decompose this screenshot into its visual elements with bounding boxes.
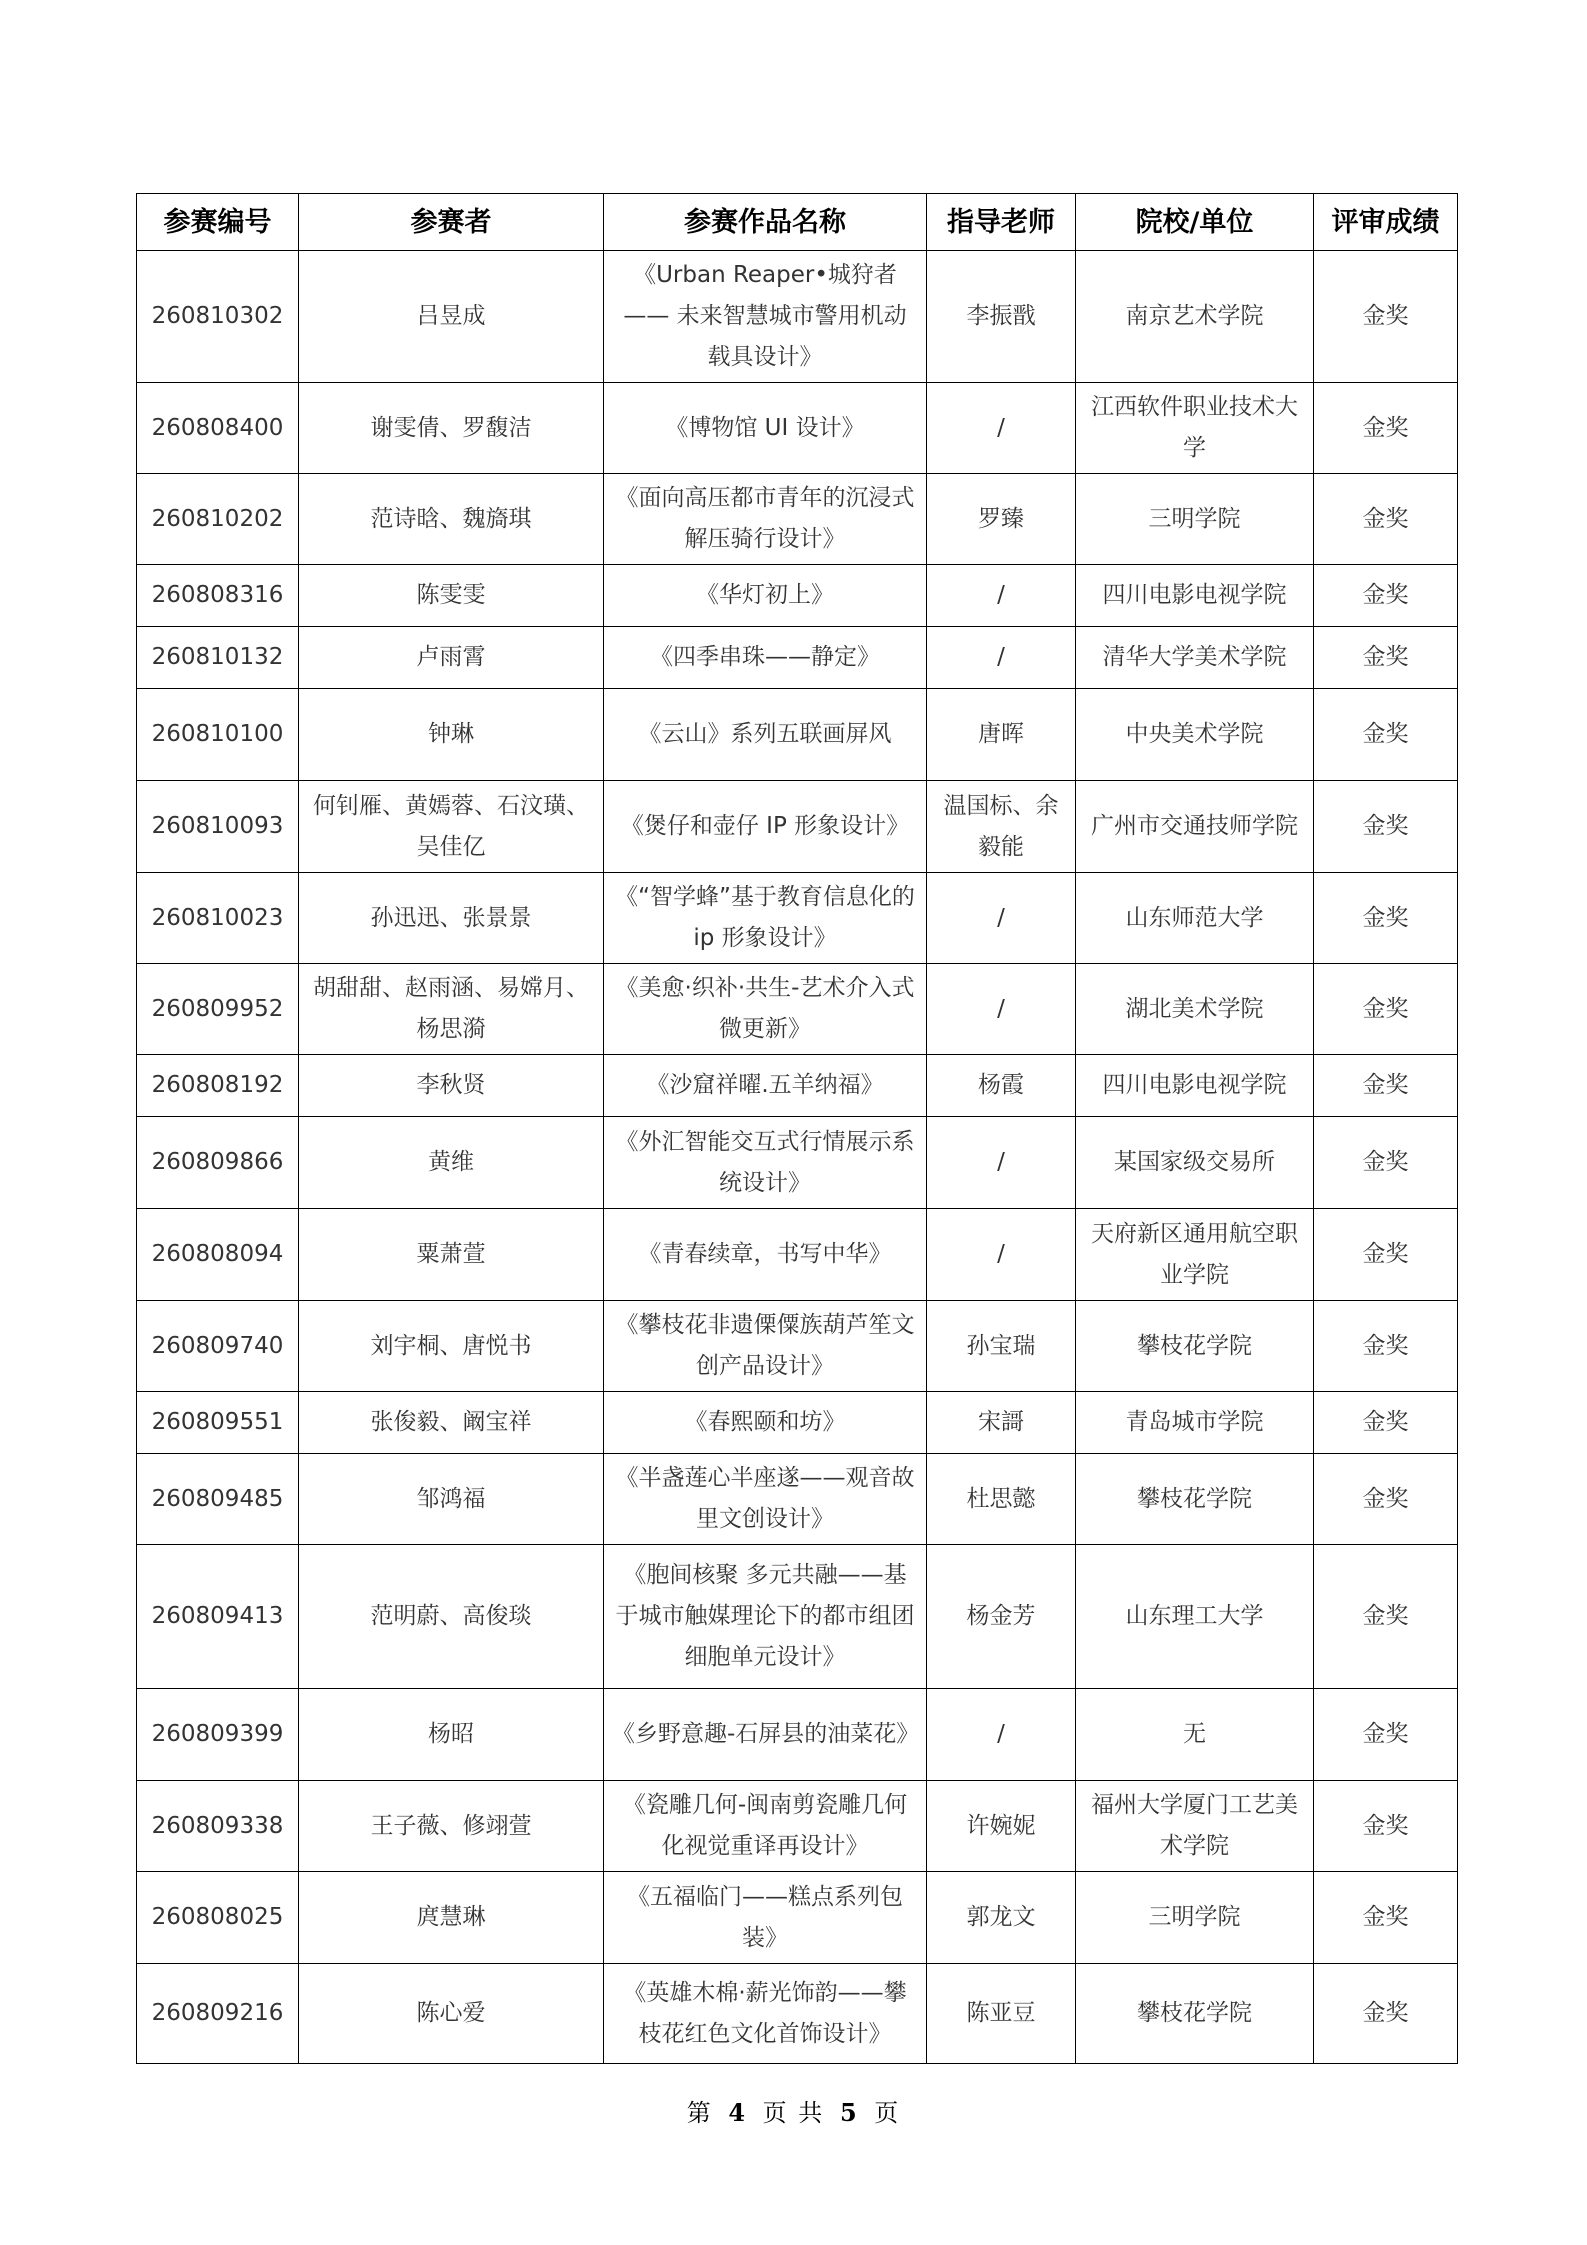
participants-cell: 谢雯倩、罗馥洁	[299, 383, 604, 474]
institution-cell: 天府新区通用航空职业学院	[1076, 1209, 1314, 1301]
entry-id-cell: 260808192	[137, 1055, 299, 1117]
table-row	[137, 1964, 1458, 2064]
advisor-cell: /	[927, 964, 1076, 1055]
work-title-cell: 《胞间核聚 多元共融——基于城市触媒理论下的都市组团细胞单元设计》	[604, 1545, 927, 1689]
advisor-cell: 杨霞	[927, 1055, 1076, 1117]
entry-id-cell: 260809740	[137, 1301, 299, 1392]
table-row	[137, 474, 1458, 565]
institution-cell: 清华大学美术学院	[1076, 627, 1314, 689]
table-row	[137, 1689, 1458, 1781]
entry-id-cell: 260810202	[137, 474, 299, 565]
total-pages-number: 5	[839, 2098, 859, 2127]
award-cell: 金奖	[1314, 1055, 1458, 1117]
institution-cell: 攀枝花学院	[1076, 1301, 1314, 1392]
award-cell: 金奖	[1314, 964, 1458, 1055]
award-cell: 金奖	[1314, 1117, 1458, 1209]
award-cell: 金奖	[1314, 689, 1458, 781]
page-footer	[0, 2093, 1587, 2128]
institution-cell: 四川电影电视学院	[1076, 1055, 1314, 1117]
work-title-cell: 《面向高压都市青年的沉浸式解压骑行设计》	[604, 474, 927, 565]
advisor-cell: /	[927, 565, 1076, 627]
table-row	[137, 689, 1458, 781]
advisor-cell: 杨金芳	[927, 1545, 1076, 1689]
award-cell: 金奖	[1314, 1689, 1458, 1781]
award-cell: 金奖	[1314, 1781, 1458, 1872]
institution-cell: 广州市交通技师学院	[1076, 781, 1314, 873]
table-row	[137, 1301, 1458, 1392]
participants-cell: 孙迅迅、张景景	[299, 873, 604, 964]
work-title-cell: 《四季串珠——静定》	[604, 627, 927, 689]
participants-cell: 吕昱成	[299, 251, 604, 383]
institution-cell: 青岛城市学院	[1076, 1392, 1314, 1454]
work-title-cell: 《沙窟祥曜.五羊纳福》	[604, 1055, 927, 1117]
footer-prefix: 第	[686, 2099, 713, 2127]
header-work-title: 参赛作品名称	[604, 194, 927, 251]
institution-cell: 三明学院	[1076, 1872, 1314, 1964]
institution-cell: 湖北美术学院	[1076, 964, 1314, 1055]
institution-cell: 攀枝花学院	[1076, 1964, 1314, 2064]
advisor-cell: /	[927, 873, 1076, 964]
advisor-cell: 唐晖	[927, 689, 1076, 781]
participants-cell: 黄维	[299, 1117, 604, 1209]
entry-id-cell: 260810302	[137, 251, 299, 383]
table-row	[137, 1781, 1458, 1872]
award-cell: 金奖	[1314, 1301, 1458, 1392]
entry-id-cell: 260808025	[137, 1872, 299, 1964]
participants-cell: 杨昭	[299, 1689, 604, 1781]
advisor-cell: 许婉妮	[927, 1781, 1076, 1872]
institution-cell: 福州大学厦门工艺美术学院	[1076, 1781, 1314, 1872]
institution-cell: 四川电影电视学院	[1076, 565, 1314, 627]
award-results-table	[136, 193, 1458, 2064]
table-row	[137, 1117, 1458, 1209]
entry-id-cell: 260810023	[137, 873, 299, 964]
entry-id-cell: 260809413	[137, 1545, 299, 1689]
award-cell: 金奖	[1314, 565, 1458, 627]
award-cell: 金奖	[1314, 1964, 1458, 2064]
advisor-cell: 宋謌	[927, 1392, 1076, 1454]
table-row	[137, 1209, 1458, 1301]
advisor-cell: 李振戬	[927, 251, 1076, 383]
work-title-cell: 《云山》系列五联画屏风	[604, 689, 927, 781]
institution-cell: 山东理工大学	[1076, 1545, 1314, 1689]
work-title-cell: 《博物馆 UI 设计》	[604, 383, 927, 474]
institution-cell: 攀枝花学院	[1076, 1454, 1314, 1545]
table-row	[137, 565, 1458, 627]
table-row	[137, 1545, 1458, 1689]
advisor-cell: /	[927, 383, 1076, 474]
entry-id-cell: 260808316	[137, 565, 299, 627]
work-title-cell: 《春熙颐和坊》	[604, 1392, 927, 1454]
award-cell: 金奖	[1314, 781, 1458, 873]
award-cell: 金奖	[1314, 1392, 1458, 1454]
entry-id-cell: 260810100	[137, 689, 299, 781]
institution-cell: 某国家级交易所	[1076, 1117, 1314, 1209]
participants-cell: 范明蔚、高俊琰	[299, 1545, 604, 1689]
participants-cell: 陈心爱	[299, 1964, 604, 2064]
table-row	[137, 1392, 1458, 1454]
entry-id-cell: 260810132	[137, 627, 299, 689]
advisor-cell: /	[927, 627, 1076, 689]
participants-cell: 卢雨霄	[299, 627, 604, 689]
work-title-cell: 《煲仔和壶仔 IP 形象设计》	[604, 781, 927, 873]
award-cell: 金奖	[1314, 1209, 1458, 1301]
table-row	[137, 964, 1458, 1055]
participants-cell: 张俊毅、阚宝祥	[299, 1392, 604, 1454]
participants-cell: 刘宇桐、唐悦书	[299, 1301, 604, 1392]
table-row	[137, 873, 1458, 964]
header-advisor: 指导老师	[927, 194, 1076, 251]
table-header	[137, 194, 1458, 251]
header-entry-id: 参赛编号	[137, 194, 299, 251]
advisor-cell: 温国标、余毅能	[927, 781, 1076, 873]
table-row	[137, 1454, 1458, 1545]
work-title-cell: 《外汇智能交互式行情展示系统设计》	[604, 1117, 927, 1209]
footer-middle: 页 共	[762, 2099, 825, 2127]
participants-cell: 庹慧琳	[299, 1872, 604, 1964]
header-row	[137, 194, 1458, 251]
entry-id-cell: 260808094	[137, 1209, 299, 1301]
work-title-cell: 《华灯初上》	[604, 565, 927, 627]
table-row	[137, 627, 1458, 689]
participants-cell: 范诗晗、魏旖琪	[299, 474, 604, 565]
advisor-cell: 郭龙文	[927, 1872, 1076, 1964]
advisor-cell: /	[927, 1209, 1076, 1301]
participants-cell: 邹鸿福	[299, 1454, 604, 1545]
award-cell: 金奖	[1314, 873, 1458, 964]
entry-id-cell: 260808400	[137, 383, 299, 474]
institution-cell: 中央美术学院	[1076, 689, 1314, 781]
table-row	[137, 781, 1458, 873]
entry-id-cell: 260809399	[137, 1689, 299, 1781]
entry-id-cell: 260809952	[137, 964, 299, 1055]
entry-id-cell: 260809485	[137, 1454, 299, 1545]
current-page-number: 4	[728, 2098, 748, 2127]
work-title-cell: 《“智学蜂”基于教育信息化的 ip 形象设计》	[604, 873, 927, 964]
entry-id-cell: 260809338	[137, 1781, 299, 1872]
table-body	[137, 251, 1458, 2064]
participants-cell: 粟萧萱	[299, 1209, 604, 1301]
table-row	[137, 1872, 1458, 1964]
institution-cell: 南京艺术学院	[1076, 251, 1314, 383]
award-cell: 金奖	[1314, 383, 1458, 474]
participants-cell: 陈雯雯	[299, 565, 604, 627]
header-institution: 院校/单位	[1076, 194, 1314, 251]
institution-cell: 山东师范大学	[1076, 873, 1314, 964]
entry-id-cell: 260809551	[137, 1392, 299, 1454]
entry-id-cell: 260809866	[137, 1117, 299, 1209]
advisor-cell: /	[927, 1689, 1076, 1781]
participants-cell: 胡甜甜、赵雨涵、易嫦月、杨思漪	[299, 964, 604, 1055]
award-cell: 金奖	[1314, 1545, 1458, 1689]
work-title-cell: 《瓷雕几何-闽南剪瓷雕几何化视觉重译再设计》	[604, 1781, 927, 1872]
advisor-cell: 杜思懿	[927, 1454, 1076, 1545]
institution-cell: 江西软件职业技术大学	[1076, 383, 1314, 474]
work-title-cell: 《美愈·织补·共生-艺术介入式微更新》	[604, 964, 927, 1055]
table-row	[137, 1055, 1458, 1117]
header-award: 评审成绩	[1314, 194, 1458, 251]
participants-cell: 王子薇、修翊萱	[299, 1781, 604, 1872]
award-cell: 金奖	[1314, 251, 1458, 383]
institution-cell: 无	[1076, 1689, 1314, 1781]
advisor-cell: /	[927, 1117, 1076, 1209]
award-cell: 金奖	[1314, 474, 1458, 565]
award-cell: 金奖	[1314, 1872, 1458, 1964]
entry-id-cell: 260810093	[137, 781, 299, 873]
participants-cell: 钟琳	[299, 689, 604, 781]
award-cell: 金奖	[1314, 1454, 1458, 1545]
participants-cell: 何钊雁、黄嫣蓉、石汶璜、吴佳亿	[299, 781, 604, 873]
work-title-cell: 《五福临门——糕点系列包装》	[604, 1872, 927, 1964]
work-title-cell: 《Urban Reaper•城狩者 —— 未来智慧城市警用机动载具设计》	[604, 251, 927, 383]
advisor-cell: 罗臻	[927, 474, 1076, 565]
work-title-cell: 《英雄木棉·薪光饰韵——攀枝花红色文化首饰设计》	[604, 1964, 927, 2064]
work-title-cell: 《半盏莲心半座遂——观音故里文创设计》	[604, 1454, 927, 1545]
entry-id-cell: 260809216	[137, 1964, 299, 2064]
work-title-cell: 《青春续章，书写中华》	[604, 1209, 927, 1301]
header-participants: 参赛者	[299, 194, 604, 251]
work-title-cell: 《乡野意趣-石屏县的油菜花》	[604, 1689, 927, 1781]
table-row	[137, 251, 1458, 383]
participants-cell: 李秋贤	[299, 1055, 604, 1117]
institution-cell: 三明学院	[1076, 474, 1314, 565]
advisor-cell: 陈亚豆	[927, 1964, 1076, 2064]
footer-suffix: 页	[874, 2099, 901, 2127]
table-row	[137, 383, 1458, 474]
award-cell: 金奖	[1314, 627, 1458, 689]
advisor-cell: 孙宝瑞	[927, 1301, 1076, 1392]
work-title-cell: 《攀枝花非遗傈僳族葫芦笙文创产品设计》	[604, 1301, 927, 1392]
